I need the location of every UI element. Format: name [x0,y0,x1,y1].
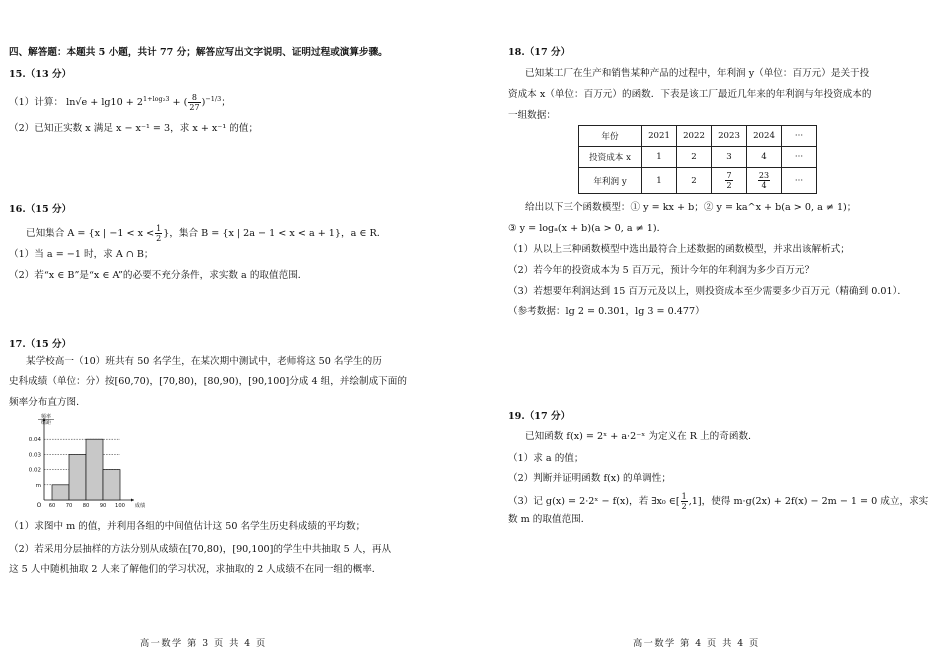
y-tick-label: m [35,482,41,489]
q16-stem-b: }，集合 B = {x | 2a − 1 < x < a + 1}，a ∈ R． [163,228,387,239]
q18-part1: （1）从以上三种函数模型中选出最符合上述数据的函数模型，并求出该解析式； [508,244,850,255]
q18-models-line2: ③ y = logₐ(x + b)(a > 0, a ≠ 1)． [508,223,667,234]
page-footer-right: 高一数学 第 4 页 共 4 页 [633,638,760,649]
q18-line3: 一组数据： [508,110,556,121]
table-header-cell: 2024 [747,126,782,147]
frequency-histogram [20,412,150,514]
table-header-cell: 2023 [712,126,747,147]
x-tick-label: 70 [65,503,73,509]
y-tick-label: 0.04 [28,437,41,444]
q15-part1-expr: ln√e + lg10 + 2 [66,97,143,109]
y-tick-label: 0.02 [28,467,41,474]
q15-part2: （2）已知正实数 x 满足 x − x⁻¹ = 3，求 x + x⁻¹ 的值； [9,123,259,134]
table-fraction-num: 7 [726,171,732,180]
q15-fraction [188,93,200,112]
q18-heading: 18.（17 分） [508,47,571,58]
q16-fraction [155,224,162,243]
table-cell: 2 [677,147,712,168]
table-cell: 1 [642,168,677,194]
q18-data-table [578,125,817,194]
origin-label: O [36,502,42,509]
q15-part1: （1）计算： $\ln√e + \lg 10 + 2^{1+log_23}$ + ( $\frac{8}{27}$ )$^{-1/3}$； [9,93,231,113]
x-axis-label: 成绩 [134,503,146,509]
q17-heading: 17.（15 分） [9,339,72,350]
q15-heading: 15.（13 分） [9,69,72,80]
q15-part1-plus: + [172,97,184,109]
x-axis-arrow-icon [131,499,134,502]
x-tick-label: 60 [48,503,56,509]
histogram-bar [86,439,103,500]
q19-part3-b: ，使得 m·g(2x) + 2f(x) − 2m − 1 = 0 成立，求实 [701,496,929,507]
q19-fraction-den: 2 [681,502,687,511]
table-row [579,147,817,168]
q17-line2: 史科成绩（单位：分）按[60,70)，[70,80)，[80,90)，[90,100]分成 4 组，并绘制成下面的 [9,376,407,387]
table-cell: ··· [782,147,817,168]
q15-fraction-num: 8 [188,93,200,103]
q18-line2: 资成本 x（单位：百万元）的函数．下表是该工厂最近几年来的年利润与年投资成本的 [508,89,872,100]
table-cell [712,168,747,194]
q19-part3 [508,492,928,511]
table-header-cell: ··· [782,126,817,147]
q19-heading: 19.（17 分） [508,411,571,422]
q18-part2: （2）若今年的投资成本为 5 百万元，预计今年的年利润为多少百万元？ [508,265,815,276]
q16-stem [26,224,386,243]
table-fraction [758,171,770,190]
table-cell: 1 [642,147,677,168]
table-cell: 2 [677,168,712,194]
x-tick-label: 90 [99,503,107,509]
q18-models-line1: 给出以下三个函数模型：① y = kx + b；② y = ka^x + b(a > 0, a ≠ 1)； [525,202,857,213]
q18-part3: （3）若想要年利润达到 15 百万元及以上，则投资成本至少需要多少百万元（精确到 0.01）． [508,286,907,297]
table-row-label: 投资成本 x [579,147,642,168]
table-header-cell: 2022 [677,126,712,147]
q19-part3-c: 数 m 的取值范围． [508,514,591,525]
q15-power-den: 3 [217,95,222,103]
q16-part2: （2）若“x ∈ B”是“x ∈ A”的必要不充分条件，求实数 a 的取值范围． [9,270,308,281]
table-cell: ··· [782,168,817,194]
histogram-bar [69,454,86,500]
table-header-row [579,126,817,147]
q17-part2b: 这 5 人中随机抽取 2 人来了解他们的学习状况，求抽取的 2 人成绩不在同一组的概率． [9,564,382,575]
q15-part1-exponent: 1+log₂3 [142,95,170,103]
q19-interval-left: [ [675,496,680,507]
q17-part2a: （2）若采用分层抽样的方法分别从成绩在[70,80)，[90,100]的学生中共抽取 5 人，再从 [9,544,392,555]
q19-interval-right: ,1] [688,496,702,507]
q15-power-sign: − [205,95,211,103]
x-tick-label: 100 [115,503,125,509]
q15-part1-tail: ； [221,97,231,109]
y-axis-label: 组距 [40,420,52,426]
q19-part1: （1）求 a 的值； [508,453,584,464]
exam-page-4 [475,0,950,671]
q19-part2: （2）判断并证明函数 f(x) 的单调性； [508,473,671,484]
q18-reference: （参考数据：lg 2 = 0.301，lg 3 = 0.477） [508,306,705,317]
q19-stem: 已知函数 f(x) = 2ˣ + a·2⁻ˣ 为定义在 R 上的奇函数． [525,431,758,442]
q16-fraction-num: 1 [156,224,162,233]
table-fraction-num: 23 [758,171,770,180]
histogram-bar [103,470,120,500]
q19-fraction [681,492,688,511]
q17-part1: （1）求图中 m 的值，并利用各组的中间值估计这 50 名学生历史科成绩的平均数； [9,521,366,532]
table-cell: 3 [712,147,747,168]
table-row [579,168,817,194]
q18-line1: 已知某工厂在生产和销售某种产品的过程中，年利润 y（单位：百万元）是关于投 [525,68,870,79]
table-cell [747,168,782,194]
q15-part1-label: （1）计算： [9,97,64,109]
y-tick-label: 0.03 [28,452,41,459]
section-heading: 四、解答题：本题共 5 小题，共计 77 分；解答应写出文字说明、证明过程或演算步骤。 [9,47,388,58]
q15-power: −1/3 [205,95,222,103]
q15-fraction-den: 27 [189,103,200,113]
q17-line1: 某学校高一（10）班共有 50 名学生，在某次期中测试中，老师将这 50 名学生的历 [26,356,382,367]
q19-fraction-num: 1 [681,492,687,501]
table-fraction-den: 4 [761,181,767,190]
page-footer-left: 高一数学 第 3 页 共 4 页 [140,638,267,649]
table-cell: 4 [747,147,782,168]
table-fraction-den: 2 [726,181,732,190]
table-row-label: 年利润 y [579,168,642,194]
table-fraction [725,171,732,190]
q16-stem-a: 已知集合 A = {x | −1 < x < [26,228,155,239]
histogram-bar [52,485,69,500]
q17-line3: 频率分布直方图． [9,397,86,408]
q16-part1: （1）当 a = −1 时，求 A ∩ B； [9,249,154,260]
table-header-cell: 年份 [579,126,642,147]
x-tick-label: 80 [82,503,90,509]
y-axis-label: 频率 [40,414,52,420]
q19-part3-a: （3）记 g(x) = 2·2ˣ − f(x)，若 ∃x₀ ∈ [508,496,676,507]
q16-fraction-den: 2 [156,234,162,243]
table-header-cell: 2021 [642,126,677,147]
q16-heading: 16.（15 分） [9,204,72,215]
q15-power-num: 1 [210,95,215,103]
